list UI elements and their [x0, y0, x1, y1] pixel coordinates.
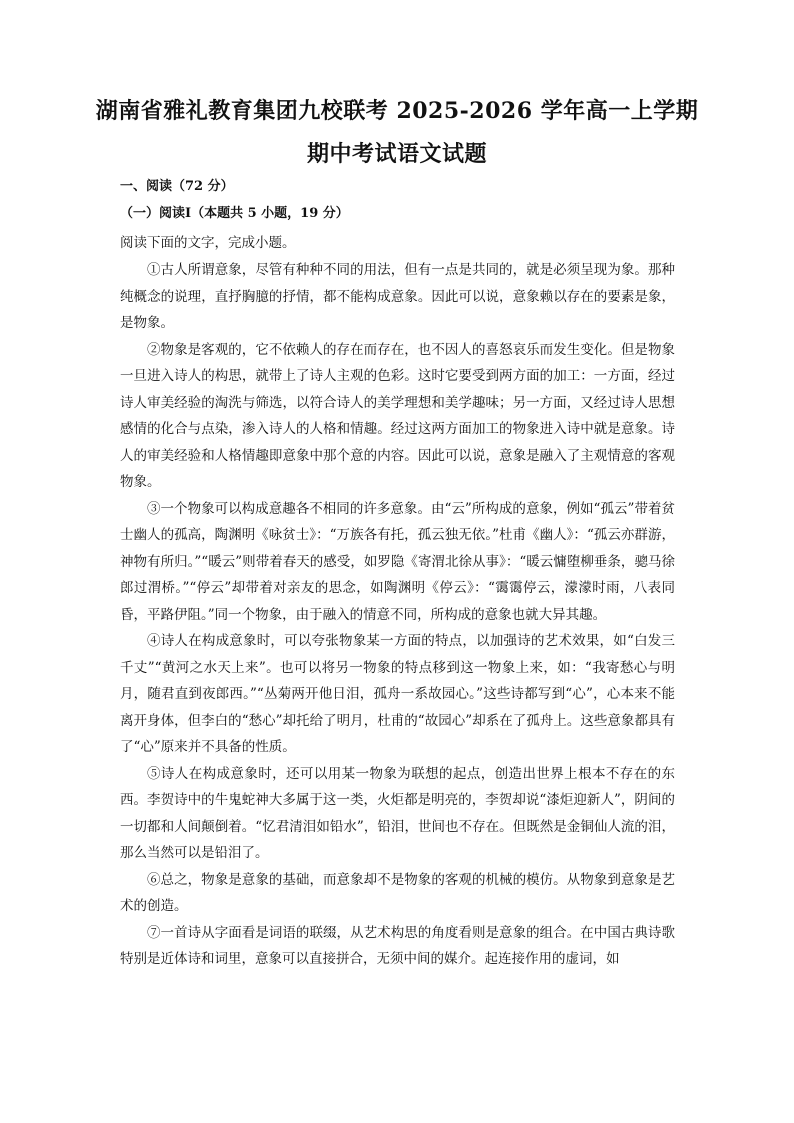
- reading-instruction: 阅读下面的文字，完成小题。: [120, 235, 296, 251]
- subsection-heading: （一）阅读Ⅰ（本题共 5 小题，19 分）: [120, 206, 349, 221]
- paragraph-4: ④诗人在构成意象时，可以夸张物象某一方面的特点，以加强诗的艺术效果，如“白发三千丈”“黄河之水天上来”。也可以将另一物象的特点移到这一物象上来，如：“我寄愁心与明月，随君直到夜郎西。”“丛菊两开他日泪，孤舟一系故园心。”这些诗都写到“心”，心本来不能离开身体，但李白的“愁心”却托给了明月，杜甫的“故园心”却系在了孤舟上。这些意象都具有了“心”原来并不具备的性质。: [120, 633, 675, 755]
- paragraph-6: ⑥总之，物象是意象的基础，而意象却不是物象的客观的机械的模仿。从物象到意象是艺术的创造。: [120, 871, 675, 914]
- paragraph-7: ⑦一首诗从字面看是词语的联缀，从艺术构思的角度看则是意象的组合。在中国古典诗歌特别是近体诗和词里，意象可以直接拼合，无须中间的媒介。起连接作用的虚词，如: [120, 924, 675, 967]
- document-title-line-2: 期中考试语文试题: [306, 141, 487, 167]
- paragraph-5: ⑤诗人在构成意象时，还可以用某一物象为联想的起点，创造出世界上根本不存在的东西。李贺诗中的牛鬼蛇神大多属于这一类，火炬都是明亮的，李贺却说“漆炬迎新人”，阴间的一切都和人间颠倒着。“忆君清泪如铅水”，铅泪，世间也不存在。但既然是金铜仙人流的泪，那么当然可以是铅泪了。: [120, 765, 675, 861]
- reading-passage: [120, 257, 675, 973]
- section-heading: 一、阅读（72 分）: [120, 179, 234, 194]
- document-title-line-1: 湖南省雅礼教育集团九校联考 2025-2026 学年高一上学期: [95, 98, 699, 124]
- paragraph-3: ③一个物象可以构成意趣各不相同的许多意象。由“云”所构成的意象，例如“孤云”带着贫士幽人的孤高，陶渊明《咏贫士》：“万族各有托，孤云独无依。”杜甫《幽人》：“孤云亦群游，神物有所归。”“暖云”则带着春天的感受，如罗隐《寄渭北徐从事》：“暖云慵堕柳垂条，骢马徐郎过渭桥。”“停云”却带着对亲友的思念，如陶渊明《停云》：“霭霭停云，濛濛时雨，八表同昏，平路伊阻。”同一个物象，由于融入的情意不同，所构成的意象也就大异其趣。: [120, 500, 675, 623]
- paragraph-2: ②物象是客观的，它不依赖人的存在而存在，也不因人的喜怒哀乐而发生变化。但是物象一旦进入诗人的构思，就带上了诗人主观的色彩。这时它要受到两方面的加工：一方面，经过诗人审美经验的淘洗与筛选，以符合诗人的美学理想和美学趣味；另一方面，又经过诗人思想感情的化合与点染，渗入诗人的人格和情趣。经过这两方面加工的物象进入诗中就是意象。诗人的审美经验和人格情趣即意象中那个意的内容。因此可以说，意象是融入了主观情意的客观物象。: [120, 341, 675, 490]
- paragraph-1: ①古人所谓意象，尽管有种种不同的用法，但有一点是共同的，就是必须呈现为象。那种纯概念的说理，直抒胸臆的抒情，都不能构成意象。因此可以说，意象赖以存在的要素是象，是物象。: [120, 262, 675, 331]
